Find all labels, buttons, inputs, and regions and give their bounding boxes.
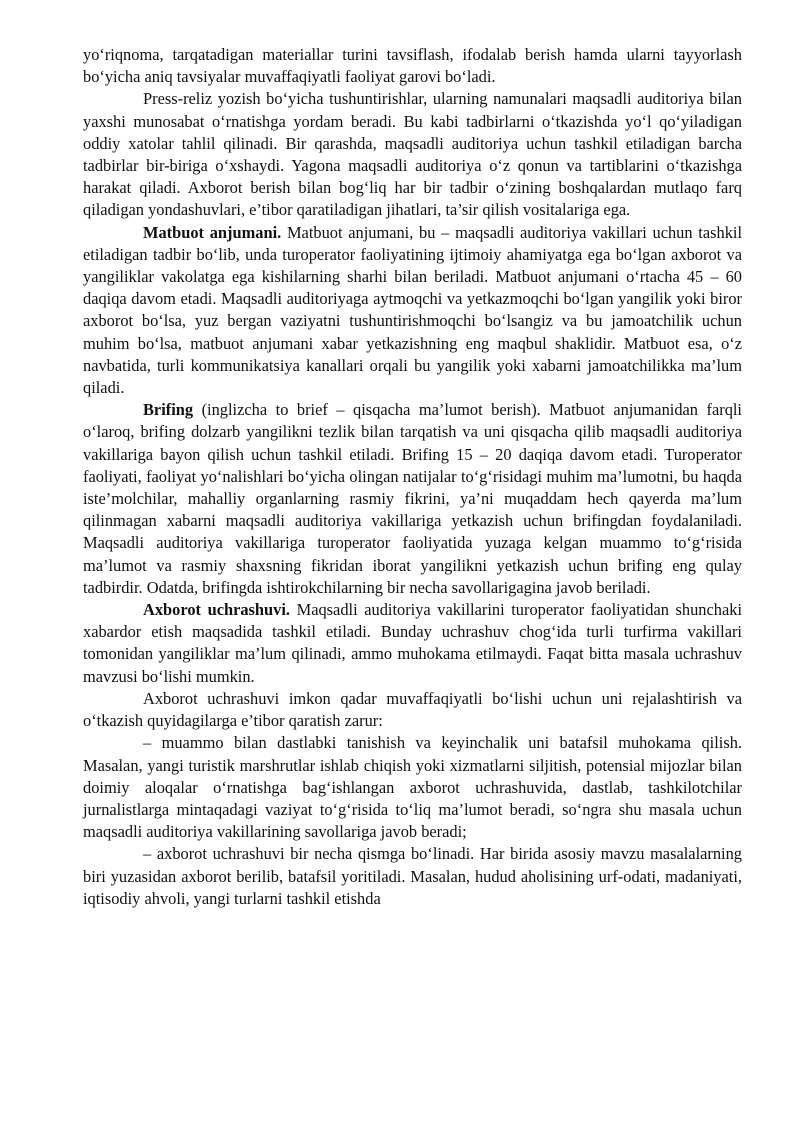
paragraph-brifing <box>83 399 742 599</box>
paragraph-2-text: Press-reliz yozish bo‘yicha tushuntirishlar, ularning namunalari maqsadli auditoriya bilan yaxshi munosabat o‘rnatishga yordam beradi. Bu kabi tadbirlarni o‘tkazishda yo‘l qo‘yiladigan oddiy xatolar tahlil qilinadi. Bir qarashda, maqsadli auditoriya uchun tashkil etiladigan barcha tadbirlar bir-biriga o‘xshaydi. Yagona maqsadli auditoriya o‘z qonun va tartiblarini o‘tkazishga harakat qiladi. Axborot berish bilan bog‘liq har bir tadbir o‘zining boshqalardan mutlaqo farq qiladigan yondashuvlari, e’tibor qaratiladigan jihatlari, ta’sir qilish vositalariga ega. <box>83 89 742 220</box>
term-matbuot-anjumani: Matbuot anjumani. <box>143 222 282 242</box>
paragraph-8-text: – axborot uchrashuvi bir necha qismga bo‘linadi. Har birida asosiy mavzu masalalarning biri yuzasidan axborot berilib, batafsil yoritiladi. Masalan, hudud aholisining urf-odati, madaniyati, iqtisodiy ahvoli, yangi turlarni tashkil etishda <box>83 844 742 908</box>
paragraph-rejalashtirish <box>83 688 742 732</box>
list-item-muammo <box>83 732 742 843</box>
paragraph-press-reliz <box>83 88 742 221</box>
paragraph-7-text: – muammo bilan dastlabki tanishish va keyinchalik uni batafsil muhokama qilish. Masalan, yangi turistik marshrutlar ishlab chiqish yoki xizmatlarni siljitish, potensial mijozlar bilan doimiy aloqalar o‘rnatishga bag‘ishlangan axborot uchrashuvida, dastlab, tashkilotchilar jurnalistlarga mintaqadagi vaziyat to‘g‘risida to‘liq ma’lumot beradi, so‘ngra shu masala uchun maqsadli auditoriya vakillarining savollariga javob beradi; <box>83 733 742 842</box>
term-brifing: Brifing <box>143 400 194 420</box>
list-item-qismlar <box>83 843 742 910</box>
document-page <box>83 44 742 910</box>
paragraph-3-text: Matbuot anjumani, bu – maqsadli auditoriya vakillari uchun tashkil etiladigan tadbir bo‘lib, unda turoperator faoliyatining ijtimoiy ahamiyatga ega bo‘lgan axborot va yangiliklar vakolatga ega kishilarning sharhi bilan beriladi. Matbuot anjumani o‘rtacha 45 – 60 daqiqa davom etadi. Maqsadli auditoriyaga aytmoqchi va yetkazmoqchi bo‘lgan yangilik yoki biror axborot bo‘lsa, yuz bergan vaziyatni tushuntirishmoqchi bo‘lsangiz va bu jamoatchilik uchun muhim bo‘lsa, matbuot anjumani xabar yetkazishning eng maqbul shaklidir. Matbuot esa, o‘z navbatida, turli kommunikatsiya kanallari orqali bu yangilik yoki xabarni jamoatchilikka ma’lum qiladi. <box>83 222 743 398</box>
term-axborot-uchrashuvi: Axborot uchrashuvi. <box>143 600 291 620</box>
paragraph-matbuot-anjumani <box>83 222 742 400</box>
paragraph-axborot-uchrashuvi <box>83 599 742 688</box>
paragraph-1 <box>83 44 742 88</box>
paragraph-1-text: yo‘riqnoma, tarqatadigan materiallar turini tavsiflash, ifodalab berish hamda ularni tayyorlash bo‘yicha aniq tavsiyalar muvaffaqiyatli faoliyat garovi bo‘ladi. <box>83 45 742 87</box>
paragraph-4-text: (inglizcha to brief – qisqacha ma’lumot berish). Matbuot anjumanidan farqli o‘laroq, brifing dolzarb yangilikni tezlik bilan tarqatish va uni qisqacha qilib maqsadli auditoriya vakillariga bayon qilish uchun tashkil etiladi. Brifing 15 – 20 daqiqa davom etadi. Turoperator faoliyati, faoliyat yo‘nalishlari bo‘yicha olingan natijalar to‘g‘risidagi muhim ma’lumotni, bu haqda iste’molchilar, mahalliy organlarning rasmiy fikrini, ya’ni muqaddam hech qayerda ma’lum qilinmagan xabarni maqsadli auditoriya vakillariga yetkazish uchun brifingdan foydalaniladi. Maqsadli auditoriya vakillariga turoperator faoliyatida yuzaga kelgan muammo to‘g‘risida ma’lumot va rasmiy shaxsning fikridan iborat yangilikni yetkazish uchun brifing eng qulay tadbirdir. Odatda, brifingda ishtirokchilarning bir necha savollarigagina javob beriladi. <box>83 400 742 597</box>
paragraph-5-text: Maqsadli auditoriya vakillarini turoperator faoliyatidan shunchaki xabardor etish maqsadida tashkil etiladi. Bunday uchrashuv chog‘ida turli turfirma vakillari tomonidan yangiliklar ma’lum qilinadi, ammo muhokama etilmaydi. Faqat bitta masala uchrashuv mavzusi bo‘lishi mumkin. <box>83 600 742 686</box>
paragraph-6-text: Axborot uchrashuvi imkon qadar muvaffaqiyatli bo‘lishi uchun uni rejalashtirish va o‘tkazish quyidagilarga e’tibor qaratish zarur: <box>83 688 742 731</box>
